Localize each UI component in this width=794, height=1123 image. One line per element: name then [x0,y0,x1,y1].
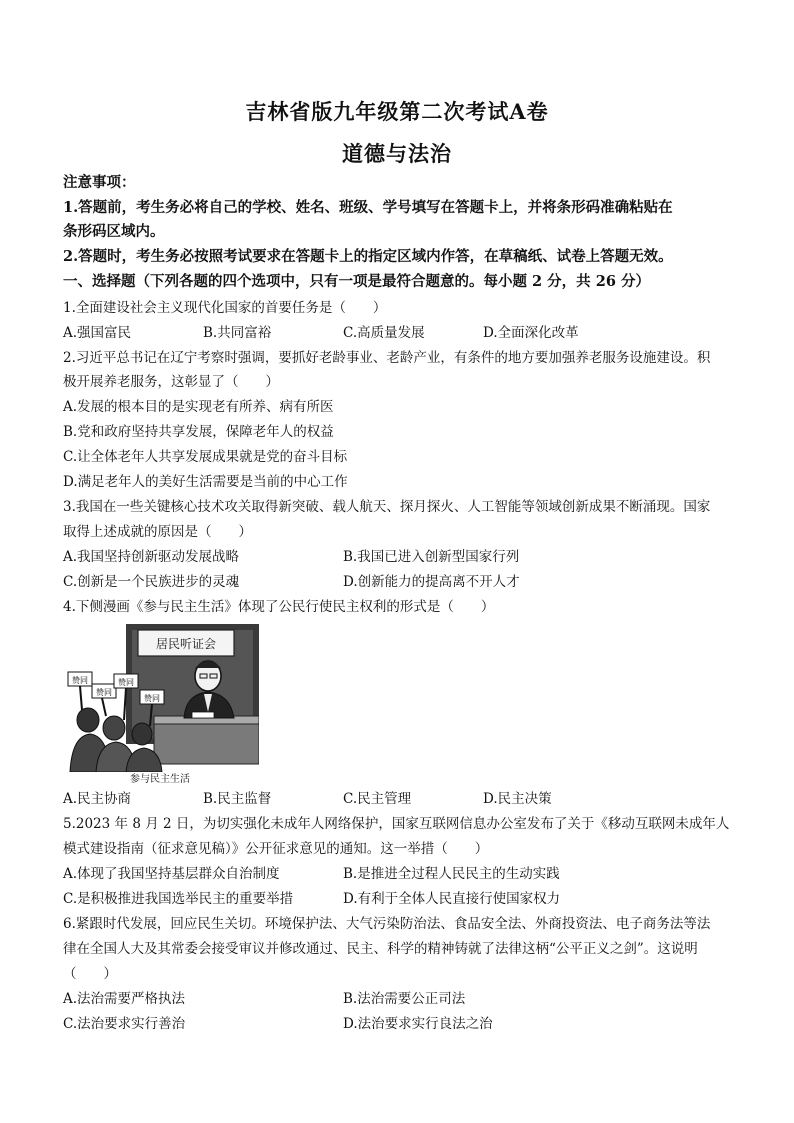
section-1-heading: 一、选择题（下列各题的四个选项中，只有一项是最符合题意的。每小题 2 分，共 26 分） [63,273,650,290]
q6-option-b: B.法治需要公正司法 [343,991,466,1007]
q3-option-d: D.创新能力的提高离不开人才 [343,574,520,590]
q4-option-b: B.民主监督 [203,791,272,807]
q3-stem-line-1: 3.我国在一些关键核心技术攻关取得新突破、载人航天、探月探火、人工智能等领域创新成果不断涌现。国家 [63,499,711,515]
q6-stem-line-3: （ ） [63,966,117,982]
q2-option-a: A.发展的根本目的是实现老有所养、病有所医 [63,399,334,415]
subject-title: 道德与法治 [342,141,452,166]
q5-option-b: B.是推进全过程人民民主的生动实践 [343,866,560,882]
cartoon-democratic-life [66,624,259,772]
placard-1-text: 赞同 [72,676,88,685]
q6-option-a: A.法治需要严格执法 [63,991,186,1007]
q3-option-b: B.我国已进入创新型国家行列 [343,549,520,565]
q4-option-d: D.民主决策 [483,791,552,807]
notice-item-1-line-1: 1.答题前，考生务必将自己的学校、姓名、班级、学号填写在答题卡上，并将条形码准确粘贴在 [63,199,673,216]
placard-4-text: 赞同 [144,694,160,703]
q2-option-b: B.党和政府坚持共享发展，保障老年人的权益 [63,424,334,440]
placard-3-text: 赞同 [118,678,134,687]
q1-stem: 1.全面建设社会主义现代化国家的首要任务是（ ） [63,300,387,316]
q5-option-a: A.体现了我国坚持基层群众自治制度 [63,866,280,882]
notice-heading: 注意事项： [63,174,136,191]
q2-option-c: C.让全体老年人共享发展成果就是党的奋斗目标 [63,449,348,465]
q1-option-a: A.强国富民 [63,325,132,341]
q1-option-d: D.全面深化改革 [483,325,579,341]
q6-option-d: D.法治要求实行良法之治 [343,1016,493,1032]
q6-stem-line-2: 律在全国人大及其常委会接受审议并修改通过、民主、科学的精神铸就了法律这柄“公平正义之剑”。这说明 [63,941,698,957]
q2-option-d: D.满足老年人的美好生活需要是当前的中心工作 [63,474,348,490]
q1-option-c: C.高质量发展 [343,325,425,341]
q4-option-a: A.民主协商 [63,791,132,807]
notice-item-2: 2.答题时，考生务必按照考试要求在答题卡上的指定区域内作答，在草稿纸、试卷上答题无效。 [63,248,673,265]
exam-title: 吉林省版九年级第二次考试A卷 [245,99,549,124]
q3-option-a: A.我国坚持创新驱动发展战略 [63,549,240,565]
q2-stem-line-1: 2.习近平总书记在辽宁考察时强调，要抓好老龄事业、老龄产业，有条件的地方要加强养老服务设施建设。积 [63,350,711,366]
placard-2-text: 赞同 [96,688,112,697]
cartoon-illustration [66,624,259,772]
q2-stem-line-2: 极开展养老服务，这彰显了（ ） [63,374,279,390]
q5-stem-line-1: 5.2023 年 8 月 2 日，为切实强化未成年人网络保护，国家互联网信息办公室发布了关于《移动互联网未成年人 [63,816,730,832]
q5-option-d: D.有利于全体人民直接行使国家权力 [343,891,561,907]
q5-stem-line-2: 模式建设指南（征求意见稿）》公开征求意见的通知。这一举措（ ） [63,841,489,857]
q5-option-c: C.是积极推进我国选举民主的重要举措 [63,891,294,907]
q4-stem: 4.下侧漫画《参与民主生活》体现了公民行使民主权利的形式是（ ） [63,599,495,615]
cartoon-sign-text: 居民听证会 [155,637,217,651]
q6-stem-line-1: 6.紧跟时代发展，回应民生关切。环境保护法、大气污染防治法、食品安全法、外商投资法、电子商务法等法 [63,916,711,932]
cartoon-caption: 参与民主生活 [130,774,190,785]
q3-option-c: C.创新是一个民族进步的灵魂 [63,574,240,590]
q6-option-c: C.法治要求实行善治 [63,1016,186,1032]
notice-item-1-line-2: 条形码区域内。 [63,223,165,240]
q3-stem-line-2: 取得上述成就的原因是（ ） [63,524,252,540]
q1-option-b: B.共同富裕 [203,325,272,341]
q4-option-c: C.民主管理 [343,791,412,807]
